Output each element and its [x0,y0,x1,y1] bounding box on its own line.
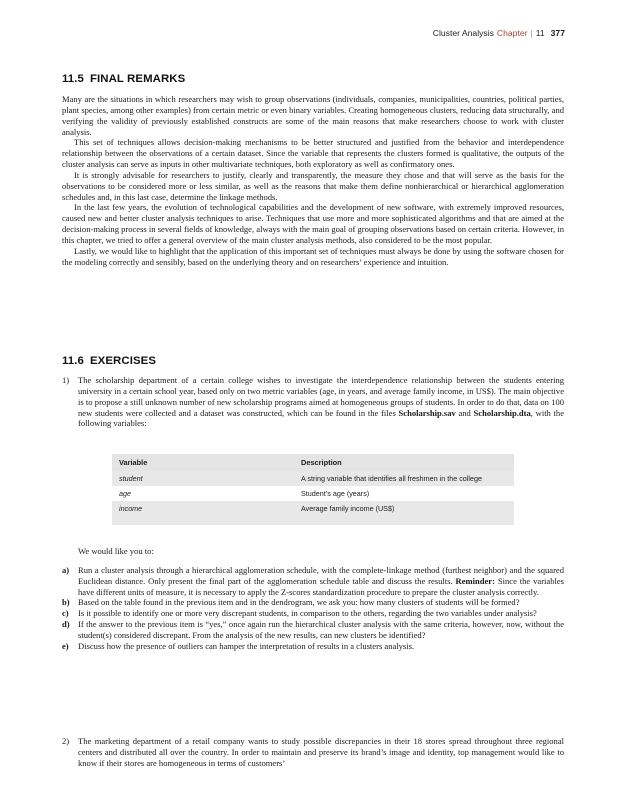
and-word: and [455,407,474,418]
table-header-description: Description [301,458,342,467]
paragraph: Many are the situations in which researchers may wish to group observations (individuals, companies, municipalities, countries, political parties, plant species, among other examples) from certain metric or even binary variables. Creating homogeneous clusters, reducing data structurally, and verifying the validity of previously established constructs are some of the main reasons that make researchers choose to work with cluster analysis. [62,94,564,137]
section-heading-exercises [62,355,564,367]
paragraph: Lastly, we would like to highlight that the application of this important set of techniques must always be done by using the software chosen for the modeling correctly and sensibly, based on the underlying theory and on researchers’ experience and intuition. [62,245,564,267]
running-head-separator: | [530,28,533,38]
sub-item-label: a) [62,564,70,575]
sub-item-d [62,619,564,641]
paragraph: In the last few years, the evolution of technological capabilities and the development of new software, with extremely improved resources, caused new and better cluster analysis techniques to arise. Techniques that use more and more sophisticated algorithms and that are aimed at the decision-making process in several fields of knowledge, always with the main goal of grouping observations based on certain criteria. However, in this chapter, we tried to offer a general overview of the main cluster analysis methods, also considered to be the most popular. [62,202,564,245]
table-cell-description: A string variable that identifies all freshmen in the college [301,474,482,483]
table-header-row [112,454,514,471]
sub-item-text: Discuss how the presence of outliers can hamper the interpretation of results in a clusters analysis. [78,640,415,651]
sub-item-text: Is it possible to identify one or more very discrepant students, in comparison to the others, regarding the two variables under analysis? [78,608,537,619]
running-head [433,28,565,38]
exercise-2 [62,736,564,769]
sub-item-text: If the answer to the previous item is “yes,” once again run the hierarchical cluster analysis with the same criteria, however, now, without the student(s) considered discrepant. From the analysis of the new results, can new clusters be identified? [78,619,564,640]
exercise-1 [62,375,564,429]
table-cell-description: Student’s age (years) [301,489,370,498]
exercise-number: 1) [62,375,70,385]
table-footer-band [112,516,514,525]
section-title: FINAL REMARKS [89,73,186,85]
sub-item-text: Run a cluster analysis through a hierarchical agglomeration schedule, with the complete-linkage method (furthest neighbor) and the squared Euclidean distance. Only present the final part of the agglomeration schedule table and discuss the results. [78,564,564,586]
exercise-1-items [62,546,564,652]
section-exercises [62,355,564,429]
section-number: 11.5 [62,73,84,85]
exercise-text-end: , with the following variables: [78,407,564,429]
table-row [112,501,514,516]
running-head-chapter-word: Chapter [496,28,528,38]
exercise-2-block [62,736,564,769]
paragraph: It is strongly advisable for researchers to justify, clearly and transparently, the measure they chose and that will serve as the basis for the observations to be considered more or less similar, as well as the reasons that make them define nonhierarchical or hierarchical agglomeration schedules and, in this last case, determine the linkage methods. [62,169,564,202]
running-head-title: Cluster Analysis [432,28,494,38]
sub-item-c [62,608,564,619]
lead-in: We would like you to: [78,546,154,556]
sub-item-text-end: Since the variables have different units of measure, it is necessary to apply the Z-scores standardization procedure to prepare the cluster analysis correctly. [78,575,564,597]
reminder-label: Reminder: [455,575,495,586]
table-cell-description: Average family income (US$) [301,504,395,513]
section-title: EXERCISES [89,355,157,367]
table-header-variable: Variable [119,458,148,467]
exercise-text: The marketing department of a retail company wants to study possible discrepancies in their 18 stores spread throughout three regional centers and distributed all over the country. In order to maintain and preserve its brand’s image and identity, top management would like to know if their stores are homogeneous in terms of customers’ [78,736,564,768]
variables-table [112,454,514,525]
section-number: 11.6 [62,355,84,367]
sub-item-b [62,597,564,608]
table-row [112,486,514,501]
file-name-dta: Scholarship.dta [473,407,531,418]
sub-item-label: d) [62,619,70,630]
sub-item-label: b) [62,597,70,608]
sub-item-a [62,565,564,598]
sub-item-label: c) [62,608,69,619]
running-head-chapter-number: 11 [535,28,545,38]
sub-item-text: Based on the table found in the previous item and in the dendrogram, we ask you: how many clusters of students will be formed? [78,597,520,608]
exercise-text: The scholarship department of a certain college wishes to investigate the interdependence relationship between the students entering university in a certain school year, based only on two metric variables (age, in years, and average family income, in US$). The main objective is to propose a still unknown number of new scholarship programs aimed at homogeneous groups of students. In order to do that, data on 100 new students were collected and a dataset was constructed, which can be found in the files [78,375,564,418]
section-heading-final-remarks [62,73,564,85]
table-cell-variable: age [119,489,131,498]
page-number: 377 [550,28,565,38]
exercise-number: 2) [62,736,70,746]
section-final-remarks [62,73,564,268]
sub-item-label: e) [62,640,69,651]
table-cell-variable: income [119,504,143,513]
paragraph: This set of techniques allows decision-making mechanisms to be better structured and justified from the behavior and interdependence relationship between the observations of a certain dataset. Since the variable that represents the clusters formed is qualitative, the outputs of the cluster analysis can serve as inputs in other multivariate techniques, both exploratory as well as confirmatory ones. [62,137,564,170]
file-name-sav: Scholarship.sav [398,407,456,418]
sub-item-e [62,641,564,652]
table-row [112,471,514,486]
table-cell-variable: student [119,474,143,483]
